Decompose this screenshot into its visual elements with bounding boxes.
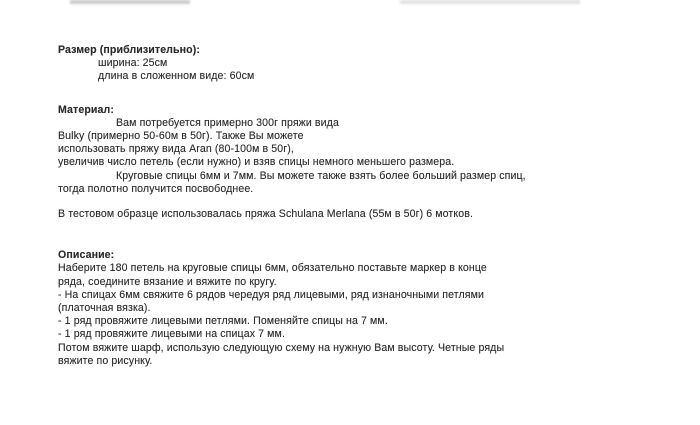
- material-line: Круговые спицы 6мм и 7мм. Вы можете также взять более больший размер спиц,: [116, 169, 526, 182]
- size-width: ширина: 25см: [98, 57, 168, 70]
- description-line: - 1 ряд провяжите лицевыми петлями. Поменяйте спицы на 7 мм.: [58, 315, 388, 328]
- description-section: [58, 249, 658, 368]
- description-line: вяжите по рисунку.: [58, 354, 153, 367]
- material-line: использовать пряжу вида Aran (80-100м в 50г),: [58, 143, 294, 156]
- scan-edge-mark: [70, 0, 190, 4]
- description-line: (платочная вязка).: [58, 302, 151, 315]
- description-heading: Описание:: [58, 249, 115, 262]
- size-section: [58, 44, 658, 84]
- description-line: Наберите 180 петель на круговые спицы 6мм, обязательно поставьте маркер в конце: [58, 262, 487, 275]
- sample-note: В тестовом образце использовалась пряжа Schulana Merlana (55м в 50г) 6 мотков.: [58, 208, 473, 221]
- material-line: увеличив число петель (если нужно) и взяв спицы немного меньшего размера.: [58, 156, 455, 169]
- material-line: Bulky (примерно 50-60м в 50г). Также Вы можете: [58, 130, 304, 143]
- description-line: - На спицах 6мм свяжите 6 рядов чередуя ряд лицевыми, ряд изнаночными петлями: [58, 288, 485, 301]
- size-length: длина в сложенном виде: 60см: [98, 70, 255, 83]
- material-line: тогда полотно получится посвободнее.: [58, 182, 254, 195]
- scan-edge-mark: [400, 0, 580, 4]
- spacer: [58, 196, 658, 208]
- size-heading: Размер (приблизительно):: [58, 44, 200, 56]
- material-line: Вам потребуется примерно 300г пряжи вида: [116, 116, 339, 129]
- pattern-document: [58, 44, 658, 368]
- description-line: ряда, соедините вязание и вяжите по кругу.: [58, 275, 277, 288]
- material-heading: Материал:: [58, 103, 114, 116]
- material-section: [58, 104, 658, 222]
- description-line: Потом вяжите шарф, использую следующую схему на нужную Вам высоту. Четные ряды: [58, 341, 505, 354]
- description-line: - 1 ряд провяжите лицевыми на спицах 7 мм.: [58, 328, 285, 341]
